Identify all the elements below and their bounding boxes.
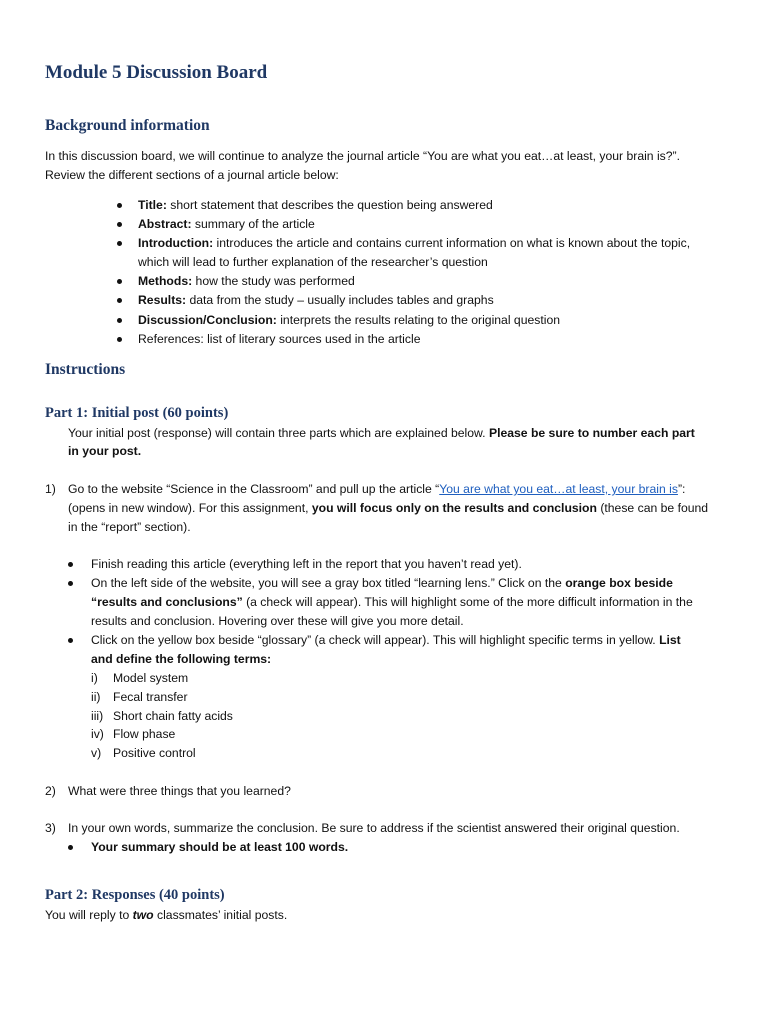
- background-intro-line2: Review the different sections of a journal article below:: [45, 168, 339, 182]
- part1-intro: Your initial post (response) will contain three parts which are explained below. Please be sure to number each part: [68, 426, 695, 440]
- step1-bullet2: On the left side of the website, you will see a gray box titled “learning lens.” Click on the orange box beside: [91, 576, 673, 590]
- bullet-icon: [117, 298, 122, 303]
- bullet-icon: [117, 222, 122, 227]
- list-item: Results: data from the study – usually includes tables and graphs: [138, 293, 494, 307]
- bullet-icon: [117, 203, 122, 208]
- instructions-heading: Instructions: [45, 361, 126, 378]
- step1-bullet1: Finish reading this article (everything left in the report that you haven’t read yet).: [91, 557, 522, 571]
- list-item: Title: short statement that describes the question being answered: [138, 198, 493, 212]
- term-item: Flow phase: [113, 727, 176, 741]
- term-item: Model system: [113, 671, 189, 685]
- bullet-icon: [68, 845, 73, 850]
- list-item: References: list of literary sources used in the article: [138, 332, 421, 346]
- page-title: Module 5 Discussion Board: [45, 62, 268, 83]
- step1-bullet3: Click on the yellow box beside “glossary” (a check will appear). This will highlight specific terms in yellow. List: [91, 633, 681, 647]
- bullet-icon: [117, 241, 122, 246]
- term-item: Short chain fatty acids: [113, 709, 233, 723]
- term-number: iv): [91, 727, 104, 741]
- step1-bullet2-continuation: results and conclusion. Hovering over these will give you more detail.: [91, 614, 464, 628]
- term-item: Fecal transfer: [113, 690, 188, 704]
- list-item: Abstract: summary of the article: [138, 217, 315, 231]
- term-number: iii): [91, 709, 104, 723]
- background-intro-line1: In this discussion board, we will continue to analyze the journal article “You are what you eat…at least, your brain is?”.: [45, 149, 680, 163]
- step3-text: In your own words, summarize the conclusion. Be sure to address if the scientist answered their original question.: [68, 821, 680, 835]
- term-number: v): [91, 746, 102, 760]
- bullet-icon: [117, 279, 122, 284]
- term-item: Positive control: [113, 746, 196, 760]
- article-link[interactable]: You are what you eat…at least, your brain is: [439, 482, 678, 496]
- step3-bullet: Your summary should be at least 100 words.: [91, 840, 349, 854]
- step-number: 2): [45, 784, 56, 798]
- step1-line3: in the “report” section).: [68, 520, 191, 534]
- list-item: Discussion/Conclusion: interprets the results relating to the original question: [138, 313, 561, 327]
- bullet-icon: [68, 562, 73, 567]
- step-number: 3): [45, 821, 56, 835]
- bullet-icon: [117, 337, 122, 342]
- term-number: ii): [91, 690, 101, 704]
- term-number: i): [91, 671, 98, 685]
- part1-heading: Part 1: Initial post (60 points): [45, 405, 229, 421]
- step-number: 1): [45, 482, 56, 496]
- step1-line1: Go to the website “Science in the Classroom” and pull up the article “You are what you eat…at least, your brain is”:: [68, 482, 686, 496]
- list-item: Methods: how the study was performed: [138, 274, 355, 288]
- step1-bullet3-continuation: and define the following terms:: [91, 652, 272, 666]
- bullet-icon: [117, 318, 122, 323]
- step1-bullet2-continuation: “results and conclusions” (a check will appear). This will highlight some of the more difficult information in the: [91, 595, 693, 609]
- list-item: Introduction: introduces the article and contains current information on what is known about the topic,: [138, 236, 691, 250]
- background-heading: Background information: [45, 117, 210, 134]
- bullet-icon: [68, 638, 73, 643]
- part2-text: You will reply to two classmates’ initial posts.: [45, 908, 288, 922]
- part1-intro-continuation: in your post.: [68, 444, 142, 458]
- bullet-icon: [68, 581, 73, 586]
- list-item-continuation: which will lead to further explanation of the researcher’s question: [138, 255, 488, 269]
- part2-heading: Part 2: Responses (40 points): [45, 887, 225, 903]
- step1-line2: (opens in new window). For this assignment, you will focus only on the results and conclusion (these can be found: [68, 501, 709, 515]
- step2-text: What were three things that you learned?: [68, 784, 291, 798]
